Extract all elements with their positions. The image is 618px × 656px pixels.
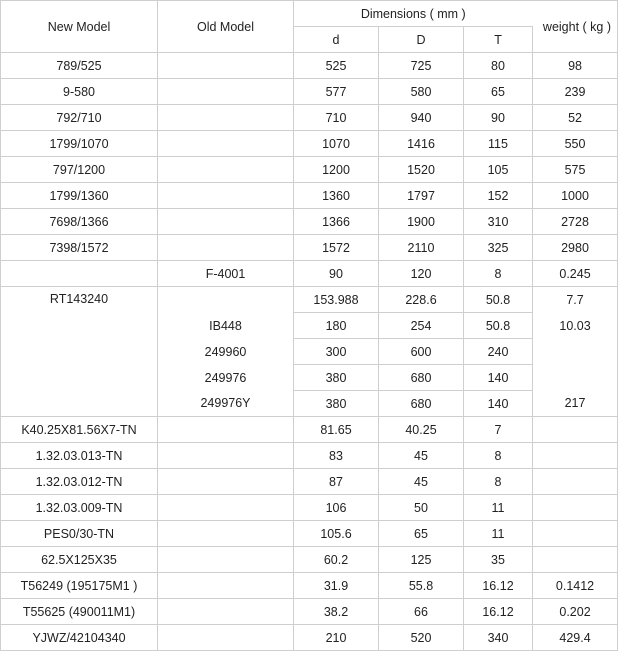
- outer-diameter-cell: 1416: [379, 131, 464, 157]
- table-row: [1, 417, 618, 443]
- old-model-cell: [158, 599, 294, 625]
- old-model-cell: 249960: [158, 339, 294, 365]
- inner-diameter-cell: 380: [294, 391, 379, 417]
- table-row: [1, 599, 618, 625]
- old-model-cell: 249976Y: [158, 391, 294, 417]
- old-model-cell: [158, 547, 294, 573]
- header-new-model: New Model: [1, 1, 158, 53]
- thickness-cell: 16.12: [464, 573, 533, 599]
- inner-diameter-cell: 525: [294, 53, 379, 79]
- weight-cell: 7.7: [533, 287, 618, 313]
- thickness-cell: 8: [464, 469, 533, 495]
- new-model-cell: RT143240: [1, 287, 158, 417]
- inner-diameter-cell: 105.6: [294, 521, 379, 547]
- old-model-cell: [158, 521, 294, 547]
- table-row: [1, 443, 618, 469]
- outer-diameter-cell: 940: [379, 105, 464, 131]
- old-model-cell: [158, 157, 294, 183]
- table-row: [1, 625, 618, 651]
- inner-diameter-cell: 710: [294, 105, 379, 131]
- thickness-cell: 140: [464, 365, 533, 391]
- table-row: [1, 469, 618, 495]
- thickness-cell: 140: [464, 391, 533, 417]
- thickness-cell: 50.8: [464, 313, 533, 339]
- old-model-cell: [158, 235, 294, 261]
- thickness-cell: 16.12: [464, 599, 533, 625]
- header-D: D: [379, 27, 464, 53]
- table-row: [1, 53, 618, 79]
- thickness-cell: 340: [464, 625, 533, 651]
- inner-diameter-cell: 87: [294, 469, 379, 495]
- new-model-cell: 797/1200: [1, 157, 158, 183]
- old-model-cell: [158, 625, 294, 651]
- new-model-cell: [1, 261, 158, 287]
- old-model-cell: [158, 131, 294, 157]
- new-model-cell: 9-580: [1, 79, 158, 105]
- new-model-cell: 1.32.03.009-TN: [1, 495, 158, 521]
- thickness-cell: 11: [464, 521, 533, 547]
- old-model-cell: IB448: [158, 313, 294, 339]
- outer-diameter-cell: 45: [379, 469, 464, 495]
- old-model-cell: [158, 469, 294, 495]
- weight-cell: 98: [533, 53, 618, 79]
- new-model-cell: 1.32.03.013-TN: [1, 443, 158, 469]
- old-model-cell: [158, 105, 294, 131]
- weight-cell: [533, 469, 618, 495]
- inner-diameter-cell: 81.65: [294, 417, 379, 443]
- table-row: [1, 157, 618, 183]
- inner-diameter-cell: 1572: [294, 235, 379, 261]
- thickness-cell: 325: [464, 235, 533, 261]
- outer-diameter-cell: 254: [379, 313, 464, 339]
- thickness-cell: 152: [464, 183, 533, 209]
- inner-diameter-cell: 83: [294, 443, 379, 469]
- outer-diameter-cell: 1520: [379, 157, 464, 183]
- outer-diameter-cell: 40.25: [379, 417, 464, 443]
- table-row: [1, 131, 618, 157]
- inner-diameter-cell: 60.2: [294, 547, 379, 573]
- weight-cell: 0.1412: [533, 573, 618, 599]
- inner-diameter-cell: 106: [294, 495, 379, 521]
- table-row: [1, 183, 618, 209]
- header-weight: weight ( kg ): [533, 1, 618, 53]
- header-dimensions: Dimensions ( mm ): [294, 1, 533, 27]
- inner-diameter-cell: 1360: [294, 183, 379, 209]
- thickness-cell: 310: [464, 209, 533, 235]
- old-model-cell: [158, 287, 294, 313]
- new-model-cell: 792/710: [1, 105, 158, 131]
- outer-diameter-cell: 680: [379, 391, 464, 417]
- thickness-cell: 240: [464, 339, 533, 365]
- inner-diameter-cell: 1200: [294, 157, 379, 183]
- thickness-cell: 90: [464, 105, 533, 131]
- outer-diameter-cell: 680: [379, 365, 464, 391]
- inner-diameter-cell: 31.9: [294, 573, 379, 599]
- header-d: d: [294, 27, 379, 53]
- new-model-cell: 789/525: [1, 53, 158, 79]
- weight-cell: [533, 417, 618, 443]
- outer-diameter-cell: 1797: [379, 183, 464, 209]
- old-model-cell: [158, 443, 294, 469]
- weight-cell: [533, 521, 618, 547]
- new-model-cell: K40.25X81.56X7-TN: [1, 417, 158, 443]
- weight-cell: 1000: [533, 183, 618, 209]
- old-model-cell: [158, 79, 294, 105]
- thickness-cell: 11: [464, 495, 533, 521]
- outer-diameter-cell: 45: [379, 443, 464, 469]
- new-model-cell: 7698/1366: [1, 209, 158, 235]
- thickness-cell: 35: [464, 547, 533, 573]
- weight-cell: 217: [533, 391, 618, 417]
- new-model-cell: 1799/1360: [1, 183, 158, 209]
- weight-cell: [533, 339, 618, 365]
- table-row: [1, 105, 618, 131]
- outer-diameter-cell: 520: [379, 625, 464, 651]
- new-model-cell: 62.5X125X35: [1, 547, 158, 573]
- table-row: [1, 79, 618, 105]
- thickness-cell: 80: [464, 53, 533, 79]
- new-model-cell: PES0/30-TN: [1, 521, 158, 547]
- inner-diameter-cell: 1366: [294, 209, 379, 235]
- table-row: [1, 521, 618, 547]
- weight-cell: 2980: [533, 235, 618, 261]
- outer-diameter-cell: 2110: [379, 235, 464, 261]
- header-row-1: [1, 1, 618, 27]
- inner-diameter-cell: 380: [294, 365, 379, 391]
- weight-cell: 10.03: [533, 313, 618, 339]
- weight-cell: 239: [533, 79, 618, 105]
- new-model-cell: T56249 (195175M1 ): [1, 573, 158, 599]
- table-row: [1, 495, 618, 521]
- weight-cell: 550: [533, 131, 618, 157]
- old-model-cell: [158, 53, 294, 79]
- inner-diameter-cell: 38.2: [294, 599, 379, 625]
- outer-diameter-cell: 228.6: [379, 287, 464, 313]
- inner-diameter-cell: 210: [294, 625, 379, 651]
- thickness-cell: 7: [464, 417, 533, 443]
- thickness-cell: 8: [464, 261, 533, 287]
- outer-diameter-cell: 66: [379, 599, 464, 625]
- old-model-cell: [158, 573, 294, 599]
- table-row: [1, 287, 618, 313]
- new-model-cell: 1799/1070: [1, 131, 158, 157]
- outer-diameter-cell: 600: [379, 339, 464, 365]
- outer-diameter-cell: 1900: [379, 209, 464, 235]
- thickness-cell: 105: [464, 157, 533, 183]
- old-model-cell: F-4001: [158, 261, 294, 287]
- outer-diameter-cell: 725: [379, 53, 464, 79]
- inner-diameter-cell: 180: [294, 313, 379, 339]
- outer-diameter-cell: 125: [379, 547, 464, 573]
- outer-diameter-cell: 580: [379, 79, 464, 105]
- inner-diameter-cell: 1070: [294, 131, 379, 157]
- table-row: [1, 209, 618, 235]
- inner-diameter-cell: 577: [294, 79, 379, 105]
- outer-diameter-cell: 55.8: [379, 573, 464, 599]
- weight-cell: 0.202: [533, 599, 618, 625]
- weight-cell: 52: [533, 105, 618, 131]
- header-old-model: Old Model: [158, 1, 294, 53]
- old-model-cell: [158, 417, 294, 443]
- weight-cell: [533, 547, 618, 573]
- outer-diameter-cell: 50: [379, 495, 464, 521]
- inner-diameter-cell: 90: [294, 261, 379, 287]
- weight-cell: 0.245: [533, 261, 618, 287]
- weight-cell: 575: [533, 157, 618, 183]
- new-model-cell: T55625 (490011M1): [1, 599, 158, 625]
- weight-cell: [533, 365, 618, 391]
- header-T: T: [464, 27, 533, 53]
- new-model-cell: YJWZ/42104340: [1, 625, 158, 651]
- table-row: [1, 573, 618, 599]
- thickness-cell: 65: [464, 79, 533, 105]
- table-row: [1, 261, 618, 287]
- old-model-cell: [158, 495, 294, 521]
- inner-diameter-cell: 300: [294, 339, 379, 365]
- table-row: [1, 547, 618, 573]
- weight-cell: 429.4: [533, 625, 618, 651]
- thickness-cell: 8: [464, 443, 533, 469]
- outer-diameter-cell: 120: [379, 261, 464, 287]
- weight-cell: [533, 495, 618, 521]
- thickness-cell: 115: [464, 131, 533, 157]
- old-model-cell: [158, 209, 294, 235]
- outer-diameter-cell: 65: [379, 521, 464, 547]
- inner-diameter-cell: 153.988: [294, 287, 379, 313]
- table-body: [1, 1, 618, 651]
- new-model-cell: 7398/1572: [1, 235, 158, 261]
- table-row: [1, 235, 618, 261]
- old-model-cell: 249976: [158, 365, 294, 391]
- new-model-cell: 1.32.03.012-TN: [1, 469, 158, 495]
- thickness-cell: 50.8: [464, 287, 533, 313]
- weight-cell: [533, 443, 618, 469]
- weight-cell: 2728: [533, 209, 618, 235]
- old-model-cell: [158, 183, 294, 209]
